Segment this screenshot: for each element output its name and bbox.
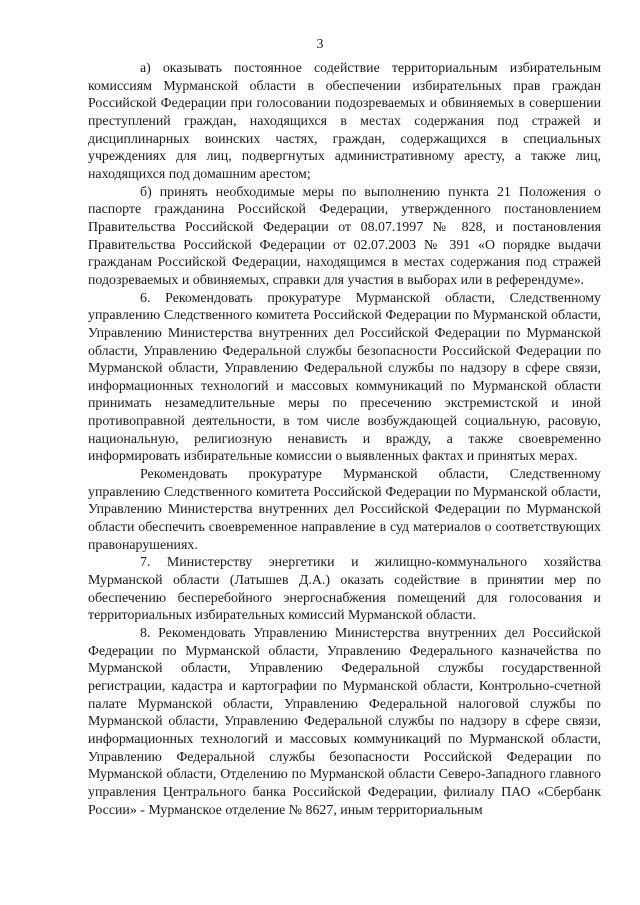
paragraph-6-continued: Рекомендовать прокуратуре Мурманской области, Следственному управлению Следственного комитета Российской Федерации по Мурманской области, Управлению Министерства внутренних дел Российской Федерации по Мурманской области обеспечить своевременное направление в суд материалов о соответствующих правонарушениях. [88,467,601,553]
paragraph-7: 7. Министерству энергетики и жилищно-коммунального хозяйства Мурманской области (Латышев Д.А.) оказать содействие в принятии мер по обеспечению бесперебойного энергоснабжения помещений для голосования и территориальных избирательных комиссий Мурманской области. [88,555,601,624]
paragraph-a: а) оказывать постоянное содействие территориальным избирательным комиссиям Мурманской области в обеспечении избирательных прав граждан Российской Федерации при голосовании подозреваемых и обвиняемых в совершении преступлений граждан, находящихся в местах содержания под стражей и дисциплинарных воинских частях, граждан, содержащихся в специальных учреждениях для лиц, подвергнутых административному аресту, а также лиц, находящихся под домашним арестом; [88,61,601,182]
paragraph-8: 8. Рекомендовать Управлению Министерства внутренних дел Российской Федерации по Мурманской области, Управлению Федерального казначейства по Мурманской области, Управлению Федеральной службы государственной регистрации, кадастра и картографии по Мурманской области, Контрольно-счетной палате Мурманской области, Управлению Федеральной налоговой службы по Мурманской области, Управлению Федеральной службы по надзору в сфере связи, информационных технологий и массовых коммуникаций по Мурманской области, Управлению Федеральной службы безопасности Российской Федерации по Мурманской области, Отделению по Мурманской области Северо-Западного главного управления Центрального банка Российской Федерации, филиалу ПАО «Сбербанк России» - Мурманское отделение № 8627, иным территориальным [88,626,601,818]
paragraph-b: б) принять необходимые меры по выполнению пункта 21 Положения о паспорте гражданина Российской Федерации, утвержденного постановлением Правительства Российской Федерации от 08.07.1997 № 828, и постановления Правительства Российской Федерации от 02.07.2003 № 391 «О порядке выдачи гражданам Российской Федерации, находящимся в местах содержания под стражей подозреваемых и обвиняемых, справки для участия в выборах или в референдуме». [88,184,601,288]
page-number: 3 [316,37,324,52]
paragraph-6: 6. Рекомендовать прокуратуре Мурманской области, Следственному управлению Следственного комитета Российской Федерации по Мурманской области, Управлению Министерства внутренних дел Российской Федерации по Мурманской области, Управлению Федеральной службы безопасности Российской Федерации по Мурманской области, Управлению Федеральной службы по надзору в сфере связи, информационных технологий и массовых коммуникаций по Мурманской области принимать незамедлительные меры по пресечению экстремистской и иной противоправной деятельности, в том числе возбуждающей социальную, расовую, национальную, религиозную ненависть и вражду, а также своевременно информировать избирательные комиссии о выявленных фактах и принятых мерах. [88,290,601,465]
document-body [88,60,601,819]
